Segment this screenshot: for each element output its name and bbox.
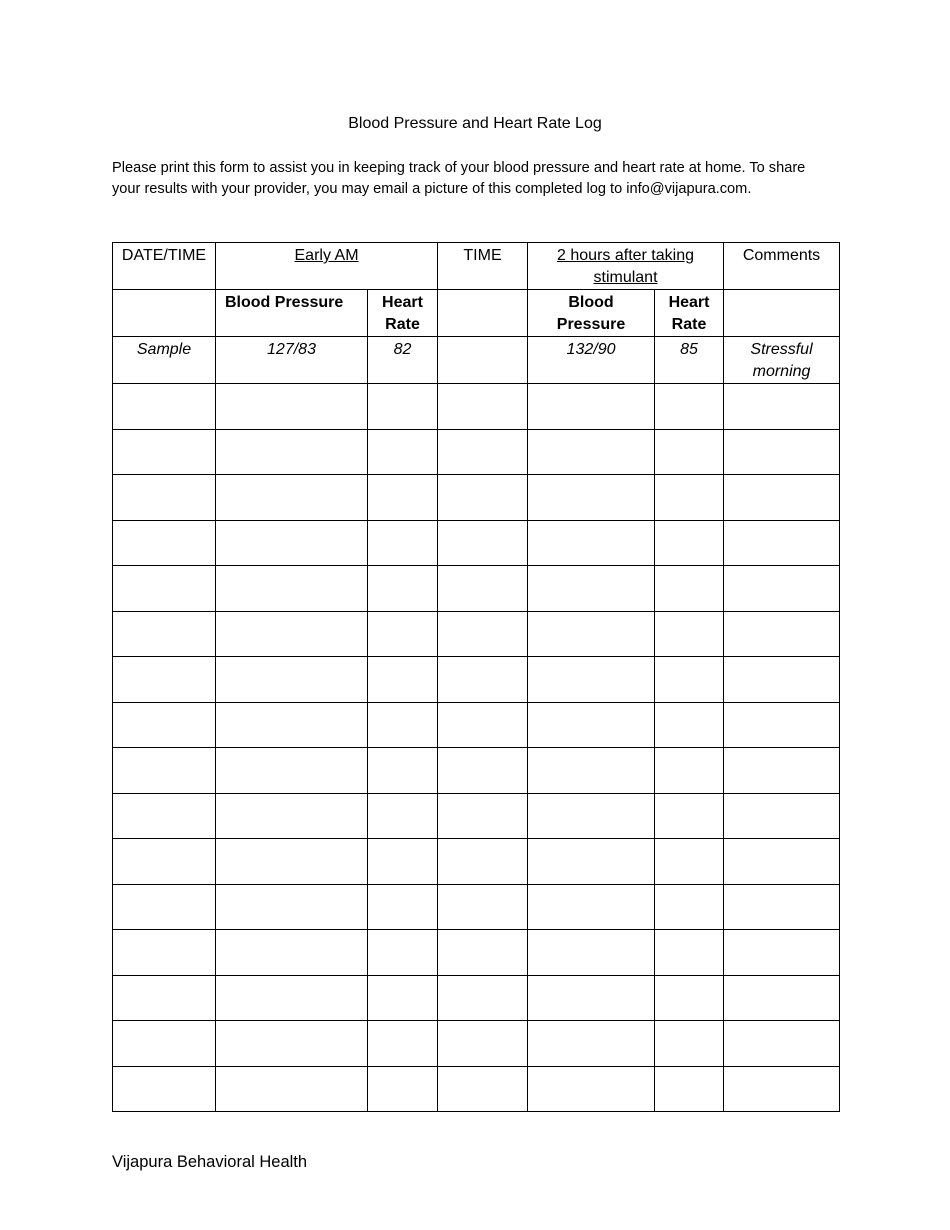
log-row	[113, 1066, 840, 1112]
bp-after-cell	[528, 611, 655, 657]
bp-after-cell	[528, 793, 655, 839]
hr-am-cell	[368, 611, 438, 657]
sample-hr-am: 82	[368, 337, 438, 384]
comments-cell	[724, 793, 840, 839]
bp-after-cell	[528, 566, 655, 612]
comments-cell	[724, 1066, 840, 1112]
comments-cell	[724, 748, 840, 794]
hr-after-cell	[655, 384, 724, 430]
date-time-cell	[113, 1066, 216, 1112]
hr-after-cell	[655, 1021, 724, 1067]
hr-am-cell	[368, 930, 438, 976]
date-time-cell	[113, 475, 216, 521]
date-time-header: DATE/TIME	[113, 243, 216, 290]
log-row	[113, 702, 840, 748]
time-cell	[438, 520, 528, 566]
hr-am-cell	[368, 702, 438, 748]
time-cell	[438, 384, 528, 430]
hr-am-cell	[368, 793, 438, 839]
header-row-1	[113, 243, 840, 290]
log-row	[113, 429, 840, 475]
bp-am-cell	[216, 930, 368, 976]
bp-after-cell	[528, 429, 655, 475]
sample-time	[438, 337, 528, 384]
sample-hr-after: 85	[655, 337, 724, 384]
hr-after-cell	[655, 748, 724, 794]
bp-am-cell	[216, 475, 368, 521]
sample-label: Sample	[113, 337, 216, 384]
bp-after-cell	[528, 520, 655, 566]
after-stimulant-header: 2 hours after taking stimulant	[528, 243, 724, 290]
bp-after-cell	[528, 884, 655, 930]
bp-after-cell	[528, 657, 655, 703]
bp-am-cell	[216, 884, 368, 930]
bp-after-cell	[528, 1021, 655, 1067]
log-row	[113, 793, 840, 839]
hr-am-cell	[368, 429, 438, 475]
time-cell	[438, 566, 528, 612]
comments-cell	[724, 566, 840, 612]
comments-cell	[724, 520, 840, 566]
time-cell	[438, 475, 528, 521]
page-title: Blood Pressure and Heart Rate Log	[348, 115, 602, 132]
log-table	[112, 242, 840, 1112]
blood-pressure-after-header: Blood Pressure	[528, 290, 655, 337]
date-time-cell	[113, 930, 216, 976]
date-time-cell	[113, 839, 216, 885]
date-time-cell	[113, 702, 216, 748]
time-cell	[438, 611, 528, 657]
heart-rate-after-header: Heart Rate	[655, 290, 724, 337]
bp-am-cell	[216, 611, 368, 657]
blood-pressure-am-header: Blood Pressure	[216, 290, 368, 337]
bp-am-cell	[216, 429, 368, 475]
bp-after-cell	[528, 384, 655, 430]
date-time-cell	[113, 1021, 216, 1067]
time-cell	[438, 975, 528, 1021]
bp-after-cell	[528, 702, 655, 748]
comments-cell	[724, 611, 840, 657]
bp-am-cell	[216, 702, 368, 748]
comments-cell	[724, 702, 840, 748]
bp-after-cell	[528, 975, 655, 1021]
hr-after-cell	[655, 702, 724, 748]
time-cell	[438, 429, 528, 475]
date-time-cell	[113, 429, 216, 475]
intro-paragraph: Please print this form to assist you in keeping track of your blood pressure and heart rate at home. To share your results with your provider, you may email a picture of this completed log to info@vijapura.com.	[112, 160, 806, 197]
date-time-cell	[113, 566, 216, 612]
hr-after-cell	[655, 520, 724, 566]
sample-bp-am: 127/83	[216, 337, 368, 384]
log-row	[113, 611, 840, 657]
footer-text: Vijapura Behavioral Health	[112, 1153, 308, 1171]
log-row	[113, 475, 840, 521]
hr-am-cell	[368, 748, 438, 794]
bp-am-cell	[216, 657, 368, 703]
comments-cell	[724, 1021, 840, 1067]
bp-after-cell	[528, 748, 655, 794]
hr-after-cell	[655, 930, 724, 976]
bp-am-cell	[216, 384, 368, 430]
date-time-cell	[113, 884, 216, 930]
hr-after-cell	[655, 657, 724, 703]
hr-am-cell	[368, 566, 438, 612]
comments-cell	[724, 384, 840, 430]
header-cell-blank	[724, 290, 840, 337]
bp-am-cell	[216, 566, 368, 612]
log-row	[113, 748, 840, 794]
log-row	[113, 1021, 840, 1067]
hr-am-cell	[368, 657, 438, 703]
comments-cell	[724, 429, 840, 475]
bp-after-cell	[528, 930, 655, 976]
hr-after-cell	[655, 884, 724, 930]
time-cell	[438, 930, 528, 976]
time-cell	[438, 793, 528, 839]
comments-cell	[724, 475, 840, 521]
hr-after-cell	[655, 475, 724, 521]
bp-am-cell	[216, 1021, 368, 1067]
sample-bp-after: 132/90	[528, 337, 655, 384]
hr-am-cell	[368, 384, 438, 430]
date-time-cell	[113, 975, 216, 1021]
bp-am-cell	[216, 975, 368, 1021]
comments-cell	[724, 657, 840, 703]
date-time-cell	[113, 748, 216, 794]
hr-am-cell	[368, 975, 438, 1021]
date-time-cell	[113, 384, 216, 430]
log-row	[113, 657, 840, 703]
bp-am-cell	[216, 748, 368, 794]
sample-row	[113, 337, 840, 384]
log-row	[113, 520, 840, 566]
hr-after-cell	[655, 429, 724, 475]
log-row	[113, 884, 840, 930]
bp-am-cell	[216, 520, 368, 566]
hr-am-cell	[368, 1021, 438, 1067]
comments-cell	[724, 839, 840, 885]
time-header: TIME	[438, 243, 528, 290]
comments-cell	[724, 884, 840, 930]
hr-am-cell	[368, 520, 438, 566]
bp-after-cell	[528, 475, 655, 521]
header-cell-blank	[438, 290, 528, 337]
sample-comment: Stressful morning	[724, 337, 840, 384]
early-am-header: Early AM	[216, 243, 438, 290]
bp-after-cell	[528, 839, 655, 885]
hr-after-cell	[655, 566, 724, 612]
time-cell	[438, 839, 528, 885]
date-time-cell	[113, 793, 216, 839]
time-cell	[438, 1066, 528, 1112]
hr-after-cell	[655, 839, 724, 885]
comments-header: Comments	[724, 243, 840, 290]
time-cell	[438, 657, 528, 703]
header-row-2	[113, 290, 840, 337]
log-row	[113, 975, 840, 1021]
hr-am-cell	[368, 839, 438, 885]
time-cell	[438, 748, 528, 794]
log-row	[113, 930, 840, 976]
hr-after-cell	[655, 793, 724, 839]
hr-after-cell	[655, 1066, 724, 1112]
log-row	[113, 839, 840, 885]
hr-after-cell	[655, 611, 724, 657]
hr-am-cell	[368, 1066, 438, 1112]
time-cell	[438, 1021, 528, 1067]
comments-cell	[724, 975, 840, 1021]
heart-rate-am-header: Heart Rate	[368, 290, 438, 337]
header-cell-blank	[113, 290, 216, 337]
log-row	[113, 566, 840, 612]
time-cell	[438, 702, 528, 748]
hr-after-cell	[655, 975, 724, 1021]
bp-am-cell	[216, 1066, 368, 1112]
bp-am-cell	[216, 839, 368, 885]
date-time-cell	[113, 611, 216, 657]
hr-am-cell	[368, 884, 438, 930]
log-row	[113, 384, 840, 430]
bp-am-cell	[216, 793, 368, 839]
date-time-cell	[113, 520, 216, 566]
comments-cell	[724, 930, 840, 976]
hr-am-cell	[368, 475, 438, 521]
bp-after-cell	[528, 1066, 655, 1112]
time-cell	[438, 884, 528, 930]
date-time-cell	[113, 657, 216, 703]
